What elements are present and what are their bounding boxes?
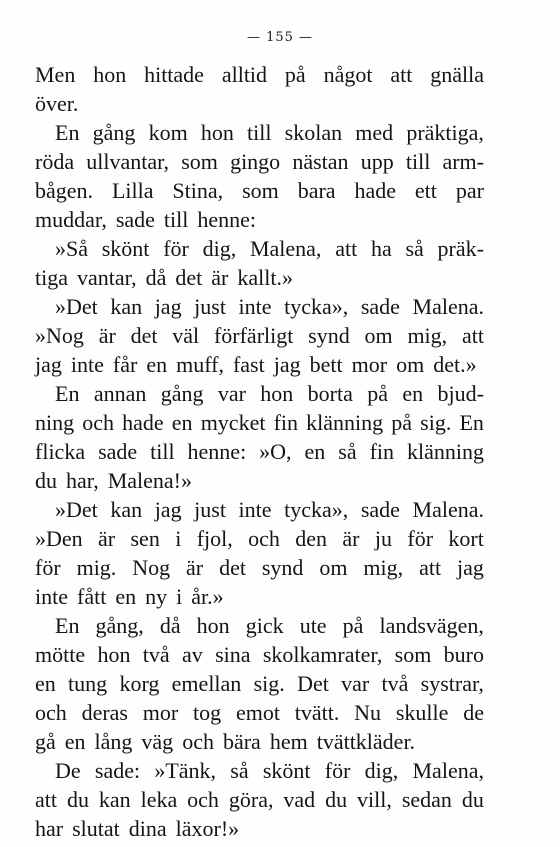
word: en [115,584,137,609]
word: bjud- [437,381,484,406]
word: inte [238,294,272,319]
word: har, [66,468,99,493]
word: att [335,236,358,261]
word: av [181,642,203,667]
word: jag [273,352,301,377]
word: »Den [35,526,83,551]
word: jag [154,294,182,319]
text-line [35,495,484,524]
word: arm- [442,149,484,174]
word: att [35,787,57,812]
word: fjol, [196,526,233,551]
text-line [35,321,484,350]
word: klänning [406,439,484,464]
word: det [130,323,158,348]
word: gick [245,613,284,638]
word: synd [308,323,350,348]
word: i [175,526,182,551]
word: kan [98,787,131,812]
word: nästan [292,149,349,174]
word: mötte [35,642,86,667]
word: är [211,265,229,290]
text-line [35,524,484,553]
word: Stina, [172,178,224,203]
word: dig, [202,236,237,261]
word: präktiga, [406,120,484,145]
word: du [35,468,57,493]
text-line [35,669,484,698]
word: och [187,787,219,812]
word: och [82,410,115,435]
word: inte [70,352,104,377]
word: sig. [253,671,285,696]
word: Malena. [412,294,484,319]
word: om [396,352,425,377]
word: dig, [364,758,399,783]
word: en [64,729,86,754]
word: är [186,555,204,580]
word: är [98,323,116,348]
word: förfärligt [213,323,294,348]
word: Nog [132,555,171,580]
word: mig. [76,555,117,580]
word: leka [140,787,178,812]
word: mig, [363,555,404,580]
word: kom [148,120,188,145]
word: en [35,671,56,696]
word: så [230,758,249,783]
word: gång [160,381,204,406]
word: de [463,700,484,725]
word: till [247,120,272,145]
word: kort [448,526,484,551]
word: tycka», [284,497,349,522]
word: då [159,613,181,638]
word: skulle [395,700,449,725]
word: par [455,178,484,203]
word: tycka», [284,294,349,319]
word: något [323,62,373,87]
word: du [66,787,89,812]
word: inte [35,584,68,609]
word: över. [35,91,79,116]
text-line [35,205,484,234]
word: väg [141,729,174,754]
page-number: — 155 — [246,30,314,45]
word: hon [97,642,131,667]
word: synd [261,555,304,580]
word: En [55,613,80,638]
word: En [55,120,80,145]
word: på [284,62,306,87]
word: fått [77,584,107,609]
word: hon [260,381,294,406]
word: då [145,265,167,290]
word: landsvägen, [379,613,484,638]
word: en [146,352,168,377]
word: Malena, [412,758,484,783]
word: bett [309,352,343,377]
word: vad [283,787,316,812]
word: hon [93,62,127,87]
word: mycket [200,410,266,435]
word: dina [128,816,167,841]
text-line [35,89,484,118]
word: ute [299,613,327,638]
text-line [35,60,484,89]
word: Lilla [111,178,154,203]
word: jag [35,352,62,377]
word: En [55,381,80,406]
word: att [390,62,413,87]
word: är [342,526,360,551]
word: två [381,671,409,696]
text-line [35,437,484,466]
word: mig, [407,323,448,348]
word: gång [92,120,136,145]
word: ett [414,178,437,203]
word: om [364,323,393,348]
word: var [217,381,246,406]
word: som [181,149,218,174]
word: på [342,613,364,638]
word: jag [154,497,182,522]
word: det.» [433,352,477,377]
word: En [459,410,484,435]
word: och [182,729,214,754]
text-line [35,408,484,437]
word: har [35,816,64,841]
word: henne: [197,207,257,232]
word: mor [351,352,388,377]
word: om [319,555,348,580]
word: emot [235,700,280,725]
word: med [355,120,394,145]
text-line [35,292,484,321]
word: Men [35,62,76,87]
word: skönt [101,236,150,261]
word: gingo [230,149,281,174]
word: göra, [228,787,274,812]
word: henne: [187,439,247,464]
word: sedan [401,787,452,812]
word: på [367,381,388,406]
word: tog [193,700,222,725]
text-line [35,176,484,205]
word: som [242,178,279,203]
word: bara [297,178,336,203]
word: kan [110,497,143,522]
word: flicka [35,439,86,464]
word: tvättkläder. [316,729,416,754]
word: fin [273,410,299,435]
word: du [461,787,484,812]
word: så [405,236,424,261]
word: Nu [354,700,382,725]
word: kallt.» [237,265,293,290]
word: emellan [171,671,242,696]
text-line [35,698,484,727]
word: buro [443,642,484,667]
word: var [341,671,370,696]
word: bågen. [35,178,94,203]
text-line [35,611,484,640]
word: att [461,323,484,348]
text-line [35,234,484,263]
word: det [175,265,203,290]
word: ny [145,584,168,609]
text-line [35,640,484,669]
text-line [35,350,484,379]
word: sade: [94,758,141,783]
word: kan [110,294,143,319]
word: ha [370,236,392,261]
text-line [35,814,484,843]
word: en [402,381,424,406]
word: skolan [284,120,343,145]
word: muddar, [35,207,107,232]
word: borta [307,381,353,406]
text-line [35,785,484,814]
word: en [304,439,326,464]
word: skönt [262,758,311,783]
word: gång, [95,613,144,638]
text-line [35,582,484,611]
word: Malena, [249,236,322,261]
text-line [35,466,484,495]
word: tung [68,671,108,696]
word: som [394,642,432,667]
word: två [142,642,170,667]
word: »Det [55,497,98,522]
word: tvätt. [294,700,340,725]
word: fast [232,352,265,377]
word: det [219,555,246,580]
word: just [194,497,226,522]
word: Malena. [412,497,484,522]
word: ullvantar, [86,149,170,174]
word: i [176,584,183,609]
word: inte [238,497,272,522]
word: ning [35,410,75,435]
word: gnälla [430,62,484,87]
word: hittade [144,62,204,87]
word: den [295,526,328,551]
word: hade [122,410,164,435]
word: väl [172,323,200,348]
word: sina [215,642,251,667]
word: är [98,526,116,551]
word: tiga [35,265,68,290]
text-line [35,147,484,176]
word: sade [360,497,400,522]
word: klänning [306,410,384,435]
word: »Tänk, [154,758,217,783]
word: just [194,294,226,319]
word: för [163,236,189,261]
word: sig. [420,410,452,435]
word: »Det [55,294,98,319]
word: lång [94,729,133,754]
word: De [55,758,81,783]
word: du [325,787,348,812]
word: annan [93,381,147,406]
word: för [35,555,61,580]
word: präk- [437,236,484,261]
text-line [35,727,484,756]
word: Malena!» [107,468,193,493]
word: röda [35,149,75,174]
word: sade [115,207,155,232]
word: fin [369,439,395,464]
word: systrar, [420,671,484,696]
word: ju [374,526,393,551]
word: för [407,526,434,551]
word: sade [360,294,400,319]
text-line [35,118,484,147]
word: gå [35,729,56,754]
text-line [35,553,484,582]
word: deras [81,700,128,725]
word: för [324,758,351,783]
text-line [35,379,484,408]
word: en [171,410,193,435]
page-body-text [35,60,484,843]
word: mor [142,700,179,725]
word: alltid [221,62,268,87]
word: på [391,410,413,435]
word: vantar, [77,265,137,290]
word: upp [360,149,394,174]
word: läxor!» [175,816,240,841]
word: så [338,439,357,464]
word: får [112,352,138,377]
text-line [35,756,484,785]
word: vill, [357,787,392,812]
word: hon [200,120,234,145]
word: »O, [259,439,292,464]
word: »Nog [35,323,84,348]
word: hem [269,729,308,754]
word: »Så [55,236,88,261]
word: korg [119,671,160,696]
word: jag [456,555,484,580]
word: slutat [72,816,120,841]
word: och [248,526,280,551]
word: sade [98,439,138,464]
word: år.» [191,584,224,609]
word: bära [222,729,261,754]
word: hade [354,178,396,203]
word: Det [297,671,329,696]
word: och [35,700,67,725]
word: att [419,555,442,580]
word: sen [130,526,160,551]
word: till [405,149,431,174]
word: till [150,439,175,464]
word: skolkamrater, [262,642,383,667]
word: muff, [176,352,224,377]
word: till [163,207,189,232]
text-line [35,263,484,292]
word: hon [196,613,230,638]
